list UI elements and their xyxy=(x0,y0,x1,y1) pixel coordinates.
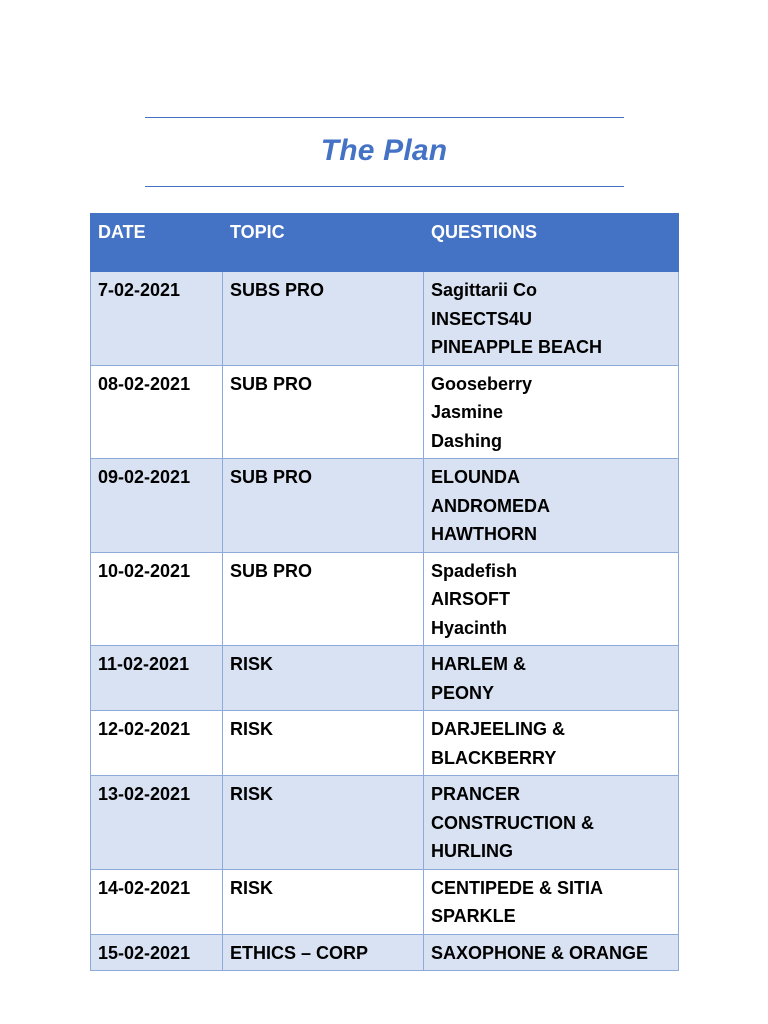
questions-cell xyxy=(424,272,679,366)
topic-cell: RISK xyxy=(223,776,424,870)
table-row xyxy=(91,646,679,711)
title-bottom-rule xyxy=(145,186,624,187)
date-cell: 10-02-2021 xyxy=(91,552,223,646)
topic-cell: RISK xyxy=(223,711,424,776)
date-cell: 09-02-2021 xyxy=(91,459,223,553)
question-item: BLACKBERRY xyxy=(431,747,557,768)
table-row xyxy=(91,365,679,459)
question-item: Spadefish xyxy=(431,560,518,581)
date-cell: 11-02-2021 xyxy=(91,646,223,711)
question-item: AIRSOFT xyxy=(431,589,510,609)
question-item: SAXOPHONE & ORANGE xyxy=(431,942,649,963)
topic-cell: SUB PRO xyxy=(223,365,424,459)
header-topic: TOPIC xyxy=(223,214,424,272)
table-row xyxy=(91,711,679,776)
question-item: ANDROMEDA xyxy=(431,495,550,516)
questions-cell xyxy=(424,711,679,776)
table-row xyxy=(91,776,679,870)
date-cell: 7-02-2021 xyxy=(91,272,223,366)
topic-cell: RISK xyxy=(223,869,424,934)
questions-cell xyxy=(424,869,679,934)
question-item: PINEAPPLE BEACH xyxy=(431,337,603,357)
topic-cell: SUBS PRO xyxy=(223,272,424,366)
page-title: The Plan xyxy=(320,134,448,167)
questions-cell xyxy=(424,934,679,971)
question-item: Jasmine xyxy=(431,402,504,422)
question-item: Hyacinth xyxy=(431,617,508,638)
header-date: DATE xyxy=(91,214,223,272)
question-item: SPARKLE xyxy=(431,906,516,926)
date-cell: 13-02-2021 xyxy=(91,776,223,870)
question-item: Sagittarii Co xyxy=(431,280,538,300)
question-item: Gooseberry xyxy=(431,373,533,394)
date-cell: 14-02-2021 xyxy=(91,869,223,934)
questions-cell xyxy=(424,646,679,711)
question-item: ELOUNDA xyxy=(431,467,520,487)
table-row xyxy=(91,459,679,553)
question-item: DARJEELING & xyxy=(431,719,566,739)
question-item: INSECTS4U xyxy=(431,308,533,329)
date-cell: 15-02-2021 xyxy=(91,934,223,971)
plan-table xyxy=(90,213,679,971)
table-row xyxy=(91,552,679,646)
date-cell: 12-02-2021 xyxy=(91,711,223,776)
question-item: HARLEM & xyxy=(431,654,526,674)
topic-cell: SUB PRO xyxy=(223,552,424,646)
topic-cell: RISK xyxy=(223,646,424,711)
questions-cell xyxy=(424,776,679,870)
topic-cell: SUB PRO xyxy=(223,459,424,553)
question-item: PEONY xyxy=(431,682,495,703)
questions-cell xyxy=(424,552,679,646)
topic-cell: ETHICS – CORP xyxy=(223,934,424,971)
table-row xyxy=(91,869,679,934)
title-top-rule xyxy=(145,117,624,118)
table-row xyxy=(91,272,679,366)
question-item: CENTIPEDE & SITIA xyxy=(431,877,604,898)
date-cell: 08-02-2021 xyxy=(91,365,223,459)
question-item: PRANCER xyxy=(431,784,521,804)
questions-cell xyxy=(424,459,679,553)
questions-cell xyxy=(424,365,679,459)
header-questions: QUESTIONS xyxy=(424,214,679,272)
question-item: Dashing xyxy=(431,430,503,451)
question-item: CONSTRUCTION & xyxy=(431,812,594,833)
table-row xyxy=(91,934,679,971)
question-item: HAWTHORN xyxy=(431,524,537,544)
question-item: HURLING xyxy=(431,841,513,861)
table-header-row xyxy=(91,214,679,272)
